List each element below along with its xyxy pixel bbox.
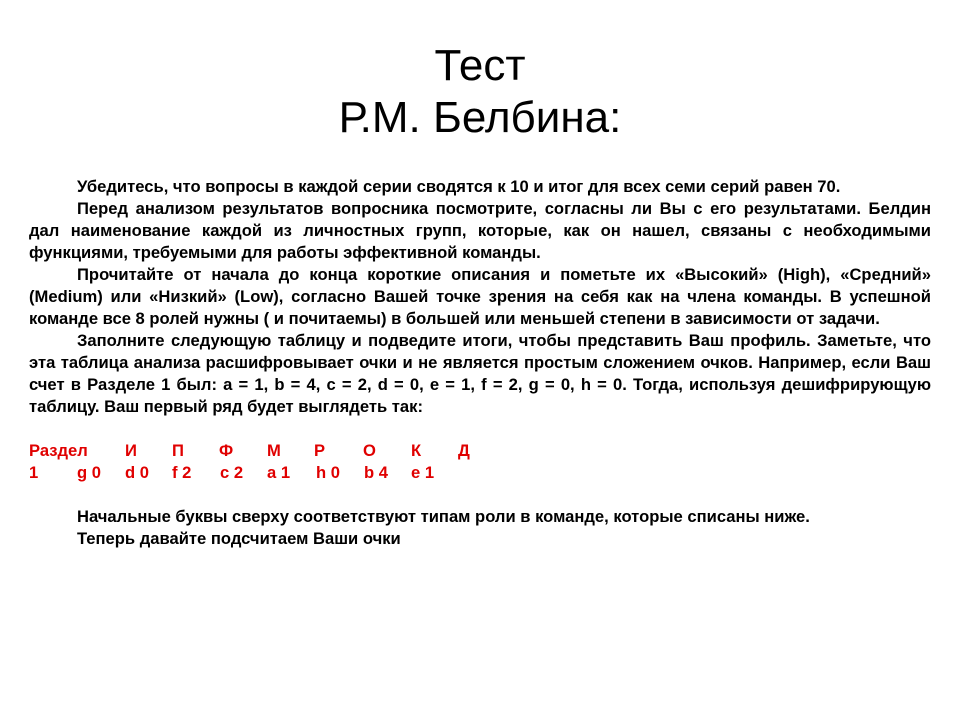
table-header-cell: О: [363, 441, 376, 460]
table-cell: c 2: [220, 463, 244, 482]
paragraph-3: Прочитайте от начала до конца короткие описания и пометьте их «Высокий» (High), «Средний» (Medium) или «Низкий» (Low), согласно Вашей точке зрения на себя как на члена команды. В успешной команде все 8 ролей нужны ( и почитаемы) в большей или меньшей степени в зависимости от задачи.: [29, 265, 931, 328]
table-row: [29, 462, 931, 484]
table-cell: 1: [29, 463, 39, 482]
title-line-2: Р.М. Белбина:: [338, 93, 622, 142]
table-header-cell: К: [411, 441, 422, 460]
table-header-cell: П: [172, 441, 184, 460]
table-cell: b 4: [364, 463, 388, 482]
table-header-cell: Ф: [219, 441, 234, 460]
footer-line-2: Теперь давайте подсчитаем Ваши очки: [77, 529, 401, 548]
table-header-cell: Д: [458, 441, 470, 460]
table-cell: a 1: [267, 463, 291, 482]
title-line-1: Тест: [434, 41, 526, 90]
table-cell: f 2: [172, 463, 192, 482]
table-header-cell: Раздел: [29, 441, 88, 460]
table-cell: d 0: [125, 463, 149, 482]
decoding-table: [29, 440, 931, 484]
table-cell: h 0: [316, 463, 340, 482]
paragraph-4: Заполните следующую таблицу и подведите итоги, чтобы представить Ваш профиль. Заметьте, что эта таблица анализа расшифровывает очки и не является простым сложением очков. Например, если Ваш счет в Разделе 1 был: a = 1, b = 4, c = 2, d = 0, e = 1, f = 2, g = 0, h = 0. Тогда, используя дешифрирующую таблицу. Ваш первый ряд будет выглядеть так:: [29, 331, 931, 416]
table-header-cell: Р: [314, 441, 326, 460]
table-cell: g 0: [77, 463, 101, 482]
paragraph-1: Убедитесь, что вопросы в каждой серии сводятся к 10 и итог для всех семи серий равен 70.: [77, 177, 841, 196]
spacer: [29, 484, 931, 506]
footer-line-1: Начальные буквы сверху соответствуют типам роли в команде, которые списаны ниже.: [77, 507, 810, 526]
table-cell: e 1: [411, 463, 435, 482]
paragraph-2: Перед анализом результатов вопросника посмотрите, согласны ли Вы с его результатами. Белдин дал наименование каждой из личностных групп, которые, как он нашел, связаны с необходимыми функциями, требуемыми для работы эффективной команды.: [29, 199, 931, 262]
table-header-cell: М: [267, 441, 281, 460]
slide-title: [0, 40, 960, 144]
spacer: [29, 418, 931, 440]
slide-body: [29, 176, 931, 550]
table-header-row: [29, 440, 931, 462]
table-header-cell: И: [125, 441, 137, 460]
